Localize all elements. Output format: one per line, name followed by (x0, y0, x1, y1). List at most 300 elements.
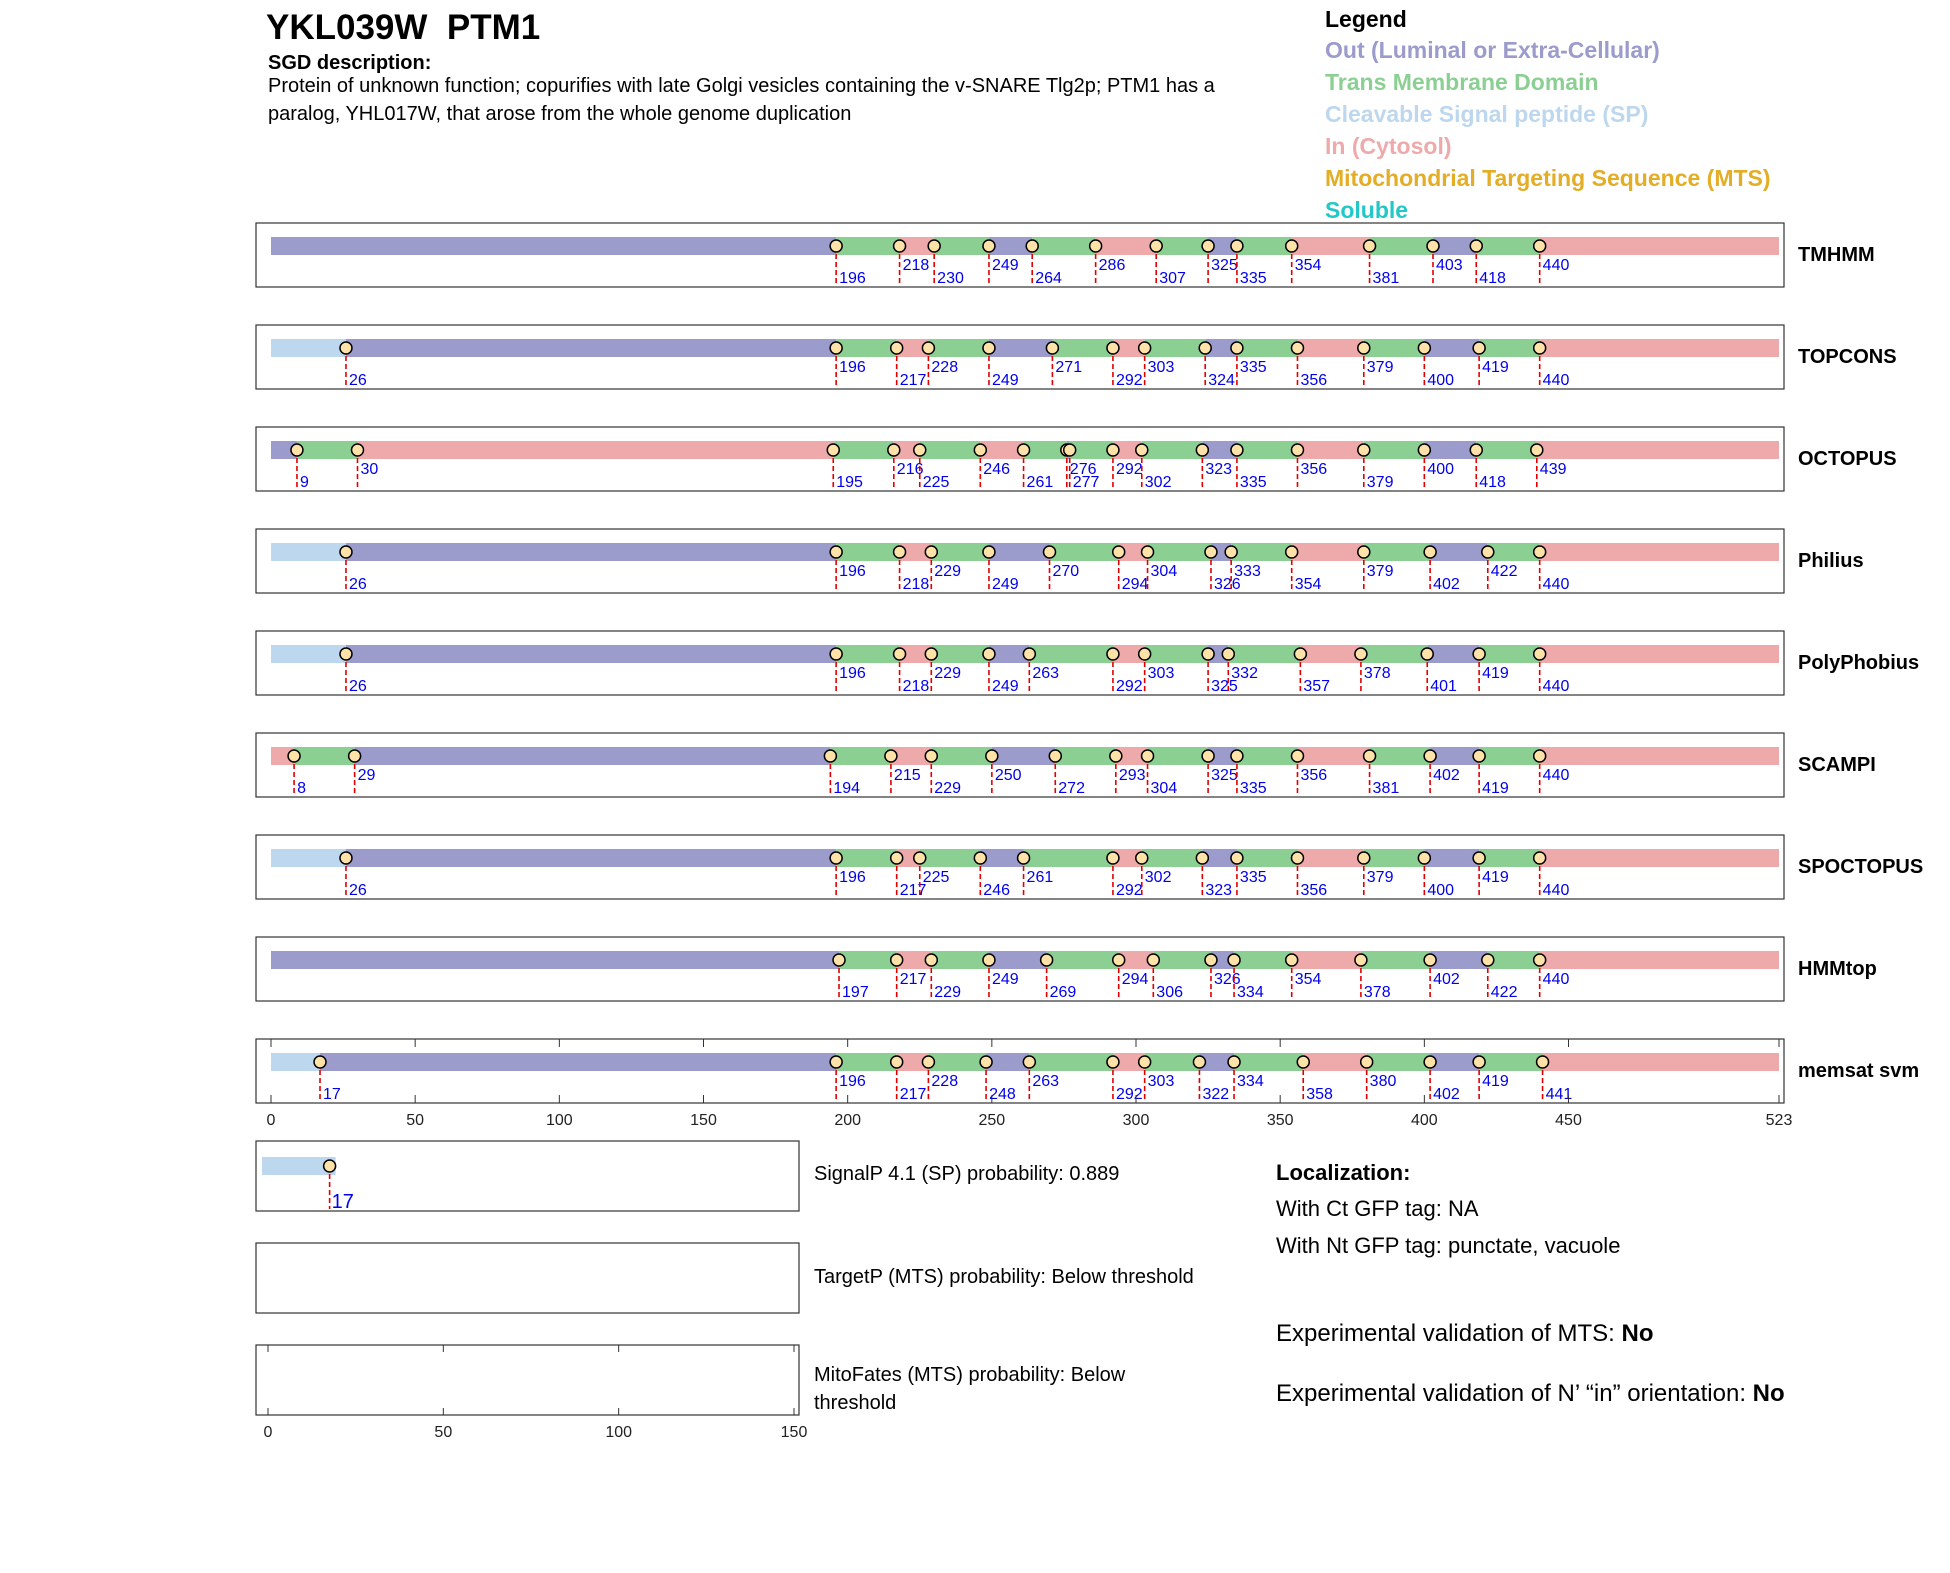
boundary-label: 228 (931, 359, 959, 376)
boundary-label: 229 (934, 780, 961, 797)
boundary-label: 379 (1366, 563, 1394, 580)
boundary-label: 306 (1156, 984, 1184, 1001)
boundary-label: 249 (991, 372, 1019, 389)
boundary-marker (885, 750, 897, 762)
boundary-marker (352, 444, 364, 456)
boundary-label: 439 (1539, 461, 1567, 478)
track-segment (1364, 339, 1425, 357)
boundary-marker (824, 750, 836, 762)
boundary-label: 333 (1234, 563, 1261, 580)
track-segment (1297, 441, 1363, 459)
track-segment (1142, 441, 1203, 459)
boundary-label: 292 (1115, 372, 1143, 389)
orientation-validation (1276, 1380, 1785, 1408)
track-segment (992, 747, 1055, 765)
boundary-marker (1142, 546, 1154, 558)
track-segment (346, 645, 836, 663)
track-segment (346, 339, 836, 357)
mts-validation-value: No (1621, 1320, 1654, 1347)
boundary-label: 196 (839, 270, 866, 287)
track-segment (830, 747, 891, 765)
track-segment (931, 951, 989, 969)
boundary-label: 217 (899, 971, 927, 988)
boundary-marker (1291, 444, 1303, 456)
boundary-marker (1534, 342, 1546, 354)
track-segment (1430, 951, 1488, 969)
boundary-label: 419 (1482, 1073, 1509, 1090)
boundary-marker (983, 546, 995, 558)
track-segment (989, 951, 1047, 969)
boundary-label: 217 (899, 372, 927, 389)
boundary-label: 271 (1055, 359, 1083, 376)
boundary-label: 440 (1542, 971, 1570, 988)
boundary-label: 218 (902, 576, 930, 593)
boundary-label: 322 (1202, 1086, 1230, 1103)
boundary-marker (1534, 648, 1546, 660)
boundary-marker (1231, 342, 1243, 354)
boundary-label: 378 (1363, 984, 1391, 1001)
track-segment (839, 951, 897, 969)
track-segment (358, 441, 834, 459)
boundary-label: 440 (1542, 882, 1570, 899)
boundary-marker (1136, 444, 1148, 456)
track-segment (1300, 645, 1361, 663)
sgd-description-label: SGD description: (268, 52, 432, 74)
track-name-scampi: SCAMPI (1798, 754, 1876, 776)
track-segment (1148, 543, 1211, 561)
boundary-label: 419 (1482, 665, 1509, 682)
boundary-label: 440 (1542, 257, 1570, 274)
boundary-label: 26 (348, 882, 367, 899)
orientation-validation-label: Experimental validation of N’ “in” orientation: (1276, 1380, 1753, 1407)
boundary-marker (1470, 240, 1482, 252)
boundary-marker (914, 444, 926, 456)
track-name-tmhmm: TMHMM (1798, 244, 1875, 266)
boundary-marker (1294, 648, 1306, 660)
boundary-label: 215 (893, 767, 921, 784)
boundary-label: 332 (1231, 665, 1258, 682)
track-segment (1479, 645, 1540, 663)
boundary-marker (1534, 954, 1546, 966)
boundary-label: 419 (1482, 359, 1509, 376)
boundary-label: 276 (1069, 461, 1097, 478)
track-segment (1540, 339, 1779, 357)
boundary-label: 400 (1427, 372, 1455, 389)
track-segment (1361, 951, 1430, 969)
boundary-marker (1041, 954, 1053, 966)
x-tick-label: 150 (690, 1112, 717, 1129)
boundary-label: 218 (902, 257, 930, 274)
track-segment (1047, 951, 1119, 969)
mts-validation-label: Experimental validation of MTS: (1276, 1320, 1622, 1347)
boundary-label: 354 (1294, 257, 1322, 274)
legend-item-in: In (Cytosol) (1325, 133, 1452, 159)
boundary-label: 323 (1205, 461, 1233, 478)
boundary-marker (340, 852, 352, 864)
boundary-marker (833, 954, 845, 966)
boundary-marker (1026, 240, 1038, 252)
boundary-marker (1231, 444, 1243, 456)
boundary-marker (925, 648, 937, 660)
boundary-label: 303 (1147, 1073, 1175, 1090)
boundary-marker (1424, 546, 1436, 558)
boundary-marker (1142, 750, 1154, 762)
boundary-label: 403 (1435, 257, 1463, 274)
boundary-marker (1107, 1056, 1119, 1068)
track-segment (1292, 543, 1364, 561)
boundary-label: 230 (937, 270, 964, 287)
track-segment (1430, 1053, 1479, 1071)
boundary-marker (1355, 954, 1367, 966)
boundary-marker (314, 1056, 326, 1068)
boundary-label: 8 (297, 780, 306, 797)
legend-item-tm: Trans Membrane Domain (1325, 69, 1599, 95)
boundary-marker (1064, 444, 1076, 456)
boundary-label: 217 (899, 1086, 927, 1103)
boundary-label: 196 (839, 869, 866, 886)
boundary-marker (974, 852, 986, 864)
boundary-label: 196 (839, 1073, 866, 1090)
localization-ct: With Ct GFP tag: NA (1276, 1196, 1479, 1221)
boundary-marker (1044, 546, 1056, 558)
track-segment (1424, 339, 1479, 357)
track-segment (1029, 1053, 1113, 1071)
boundary-label: 402 (1433, 971, 1460, 988)
small-x-tick-label: 0 (263, 1424, 273, 1441)
boundary-label: 325 (1211, 257, 1238, 274)
track-segment (1148, 747, 1209, 765)
boundary-label: 402 (1433, 767, 1460, 784)
boundary-label: 26 (348, 372, 367, 389)
boundary-marker (1107, 648, 1119, 660)
boundary-marker (1018, 444, 1030, 456)
boundary-marker (1291, 852, 1303, 864)
boundary-label: 195 (836, 474, 863, 491)
boundary-marker (830, 648, 842, 660)
x-tick-label: 350 (1266, 1112, 1294, 1129)
boundary-label: 356 (1300, 767, 1328, 784)
boundary-marker (1199, 342, 1211, 354)
boundary-label: 225 (922, 869, 950, 886)
track-segment (1050, 543, 1119, 561)
track-segment (271, 543, 346, 561)
boundary-label: 30 (360, 461, 379, 478)
track-segment (1367, 1053, 1430, 1071)
boundary-label: 402 (1433, 576, 1460, 593)
boundary-label: 250 (994, 767, 1022, 784)
boundary-marker (1196, 444, 1208, 456)
boundary-marker (1023, 1056, 1035, 1068)
track-segment (1488, 543, 1540, 561)
boundary-label: 261 (1026, 474, 1054, 491)
boundary-marker (1231, 240, 1243, 252)
panel-frame-mitofates (256, 1345, 799, 1415)
boundary-label: 379 (1366, 474, 1394, 491)
boundary-label: 335 (1239, 780, 1267, 797)
boundary-label: 335 (1239, 474, 1267, 491)
boundary-label: 216 (896, 461, 924, 478)
boundary-label: 304 (1150, 780, 1178, 797)
gene-id: YKL039W (266, 8, 428, 47)
boundary-label: 324 (1208, 372, 1235, 389)
boundary-label: 303 (1147, 359, 1175, 376)
boundary-marker (1113, 546, 1125, 558)
boundary-label: 326 (1213, 576, 1241, 593)
boundary-label: 400 (1427, 882, 1455, 899)
boundary-marker (291, 444, 303, 456)
boundary-label: 334 (1237, 1073, 1264, 1090)
boundary-label: 422 (1490, 984, 1518, 1001)
boundary-marker (1231, 750, 1243, 762)
x-tick-label: 100 (545, 1112, 573, 1129)
track-segment (989, 543, 1050, 561)
x-tick-label: 200 (834, 1112, 862, 1129)
track-segment (1479, 849, 1540, 867)
boundary-marker (1205, 954, 1217, 966)
boundary-marker (1482, 546, 1494, 558)
boundary-marker (1418, 852, 1430, 864)
boundary-label: 263 (1032, 1073, 1060, 1090)
boundary-label: 335 (1239, 359, 1267, 376)
track-segment (355, 747, 831, 765)
boundary-marker (983, 954, 995, 966)
boundary-label: 26 (348, 678, 367, 695)
boundary-label: 269 (1049, 984, 1077, 1001)
boundary-label: 440 (1542, 576, 1570, 593)
boundary-label: 323 (1205, 882, 1233, 899)
boundary-marker (1046, 342, 1058, 354)
track-segment (320, 1053, 836, 1071)
track-segment (836, 543, 899, 561)
track-segment (1479, 339, 1540, 357)
boundary-marker (894, 546, 906, 558)
track-segment (1430, 747, 1479, 765)
boundary-label: 419 (1482, 869, 1509, 886)
boundary-label: 272 (1058, 780, 1085, 797)
boundary-label: 402 (1433, 1086, 1460, 1103)
track-name-philius: Philius (1798, 550, 1864, 572)
gene-name: PTM1 (446, 8, 541, 47)
boundary-marker (1364, 750, 1376, 762)
boundary-marker (1361, 1056, 1373, 1068)
track-segment (1153, 951, 1211, 969)
boundary-marker (1110, 750, 1122, 762)
track-segment (836, 237, 899, 255)
boundary-label: 218 (902, 678, 930, 695)
track-segment (1237, 849, 1298, 867)
x-tick-label: 523 (1765, 1112, 1793, 1129)
signalp-probability-text: SignalP 4.1 (SP) probability: 0.889 (814, 1163, 1120, 1185)
boundary-label: 292 (1115, 882, 1143, 899)
legend-item-out: Out (Luminal or Extra-Cellular) (1325, 37, 1660, 63)
boundary-marker (983, 240, 995, 252)
boundary-marker (830, 342, 842, 354)
boundary-marker (1107, 342, 1119, 354)
boundary-label: 292 (1115, 1086, 1143, 1103)
track-segment (836, 339, 897, 357)
small-x-tick-label: 100 (605, 1424, 633, 1441)
boundary-marker (1534, 852, 1546, 864)
boundary-marker (1139, 1056, 1151, 1068)
track-segment (271, 849, 346, 867)
track-segment (1537, 441, 1779, 459)
boundary-label: 440 (1542, 767, 1570, 784)
boundary-marker (1193, 1056, 1205, 1068)
track-segment (1145, 339, 1206, 357)
boundary-label: 17 (323, 1086, 341, 1103)
boundary-label: 249 (991, 576, 1019, 593)
boundary-label: 381 (1372, 780, 1400, 797)
boundary-marker (340, 648, 352, 660)
boundary-marker (914, 852, 926, 864)
boundary-label: 400 (1427, 461, 1455, 478)
track-segment (1297, 849, 1363, 867)
sgd-description-text: Protein of unknown function; copurifies with late Golgi vesicles containing the v-SNARE Tlg2p; PTM1 has a paralog, YHL017W, that arose from the whole genome duplication (268, 75, 1215, 125)
boundary-marker (1228, 954, 1240, 966)
boundary-marker (1147, 954, 1159, 966)
boundary-marker (1023, 648, 1035, 660)
boundary-label: 229 (934, 563, 961, 580)
track-segment (928, 339, 989, 357)
mitofates-probability-text-line1: MitoFates (MTS) probability: Below (814, 1364, 1126, 1386)
boundary-label: 246 (983, 461, 1011, 478)
boundary-marker (1534, 240, 1546, 252)
boundary-label: 249 (991, 678, 1019, 695)
boundary-marker (827, 444, 839, 456)
boundary-label: 304 (1150, 563, 1178, 580)
track-segment (1303, 1053, 1366, 1071)
localization-title: Localization: (1276, 1160, 1411, 1185)
boundary-label: 293 (1118, 767, 1146, 784)
track-segment (346, 849, 836, 867)
targetp-probability-text: TargetP (MTS) probability: Below threshold (814, 1266, 1194, 1288)
boundary-label: 26 (348, 576, 367, 593)
boundary-label: 194 (833, 780, 861, 797)
track-segment (1476, 441, 1537, 459)
boundary-label: 264 (1035, 270, 1062, 287)
track-segment (1237, 441, 1298, 459)
track-segment (934, 237, 989, 255)
boundary-marker (1107, 444, 1119, 456)
mts-validation (1276, 1320, 1653, 1348)
boundary-marker (1202, 240, 1214, 252)
boundary-label: 422 (1490, 563, 1518, 580)
boundary-marker (1355, 648, 1367, 660)
boundary-marker (1358, 444, 1370, 456)
boundary-marker (1196, 852, 1208, 864)
boundary-label: 263 (1032, 665, 1060, 682)
x-tick-label: 400 (1410, 1112, 1438, 1129)
boundary-marker (1427, 240, 1439, 252)
boundary-label: 356 (1300, 461, 1328, 478)
boundary-marker (1090, 240, 1102, 252)
boundary-marker (1358, 852, 1370, 864)
track-segment (1370, 237, 1433, 255)
boundary-marker (1473, 342, 1485, 354)
boundary-label: 418 (1479, 270, 1506, 287)
boundary-label: 440 (1542, 678, 1570, 695)
boundary-marker (1205, 546, 1217, 558)
boundary-marker (1286, 546, 1298, 558)
track-segment (836, 645, 899, 663)
boundary-marker (340, 546, 352, 558)
boundary-marker (891, 852, 903, 864)
panel-boundary-label: 17 (331, 1191, 354, 1213)
boundary-marker (1297, 1056, 1309, 1068)
boundary-label: 419 (1482, 780, 1509, 797)
track-segment (931, 645, 989, 663)
track-segment (1234, 1053, 1303, 1071)
track-segment (1032, 237, 1095, 255)
boundary-marker (1534, 750, 1546, 762)
boundary-label: 248 (989, 1086, 1016, 1103)
boundary-label: 292 (1115, 461, 1143, 478)
boundary-marker (1286, 954, 1298, 966)
track-segment (1292, 951, 1361, 969)
boundary-marker (1113, 954, 1125, 966)
track-segment (1052, 339, 1113, 357)
track-name-octopus: OCTOPUS (1798, 448, 1897, 470)
track-segment (271, 339, 346, 357)
boundary-marker (1136, 852, 1148, 864)
boundary-label: 325 (1211, 767, 1238, 784)
track-name-spoctopus: SPOCTOPUS (1798, 856, 1924, 878)
panel-boundary-marker (324, 1160, 336, 1172)
boundary-marker (894, 648, 906, 660)
track-segment (1427, 645, 1479, 663)
boundary-marker (830, 1056, 842, 1068)
boundary-marker (1473, 1056, 1485, 1068)
track-segment (271, 237, 836, 255)
x-tick-label: 0 (266, 1112, 276, 1129)
boundary-label: 357 (1303, 678, 1331, 695)
track-segment (1540, 645, 1779, 663)
panel-frame-targetp (256, 1243, 799, 1313)
boundary-marker (1222, 648, 1234, 660)
boundary-marker (1424, 1056, 1436, 1068)
boundary-marker (1531, 444, 1543, 456)
boundary-label: 326 (1213, 971, 1241, 988)
track-segment (836, 849, 897, 867)
boundary-marker (830, 546, 842, 558)
boundary-label: 196 (839, 359, 866, 376)
track-segment (346, 543, 836, 561)
boundary-label: 356 (1300, 372, 1328, 389)
track-segment (1024, 849, 1113, 867)
boundary-marker (925, 546, 937, 558)
track-segment (989, 339, 1052, 357)
track-segment (1029, 645, 1113, 663)
boundary-label: 307 (1159, 270, 1186, 287)
track-segment (271, 951, 839, 969)
track-segment (1540, 849, 1779, 867)
boundary-marker (1424, 954, 1436, 966)
boundary-label: 294 (1121, 576, 1149, 593)
x-tick-label: 250 (978, 1112, 1006, 1129)
track-segment (931, 747, 992, 765)
x-tick-label: 450 (1555, 1112, 1582, 1129)
boundary-marker (891, 342, 903, 354)
track-segment (271, 645, 346, 663)
track-segment (1237, 747, 1298, 765)
track-segment (1540, 237, 1779, 255)
boundary-marker (922, 342, 934, 354)
boundary-label: 196 (839, 563, 866, 580)
boundary-marker (340, 342, 352, 354)
boundary-label: 356 (1300, 882, 1328, 899)
track-segment (1145, 645, 1208, 663)
small-x-tick-label: 50 (434, 1424, 453, 1441)
